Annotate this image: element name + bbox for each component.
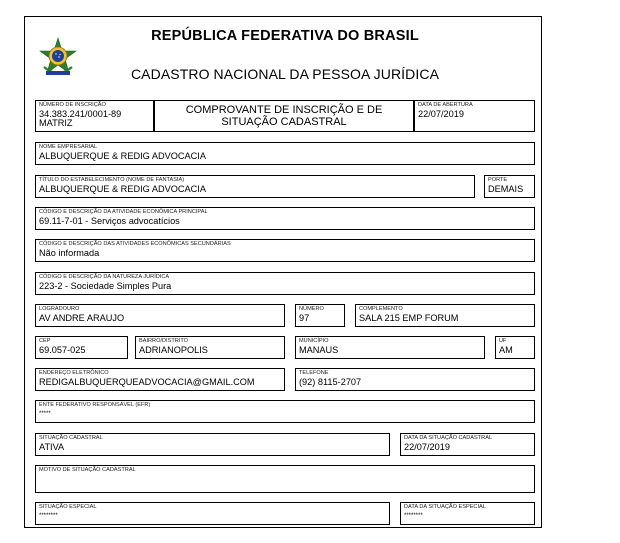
fantasia-field [35, 175, 475, 198]
abertura-field [414, 100, 535, 132]
abertura-value: 22/07/2019 [418, 109, 464, 119]
situacao-label: SITUAÇÃO CADASTRAL [39, 435, 103, 441]
telefone-label: TELEFONE [299, 370, 329, 376]
atividades-secundarias-label: CÓDIGO E DESCRIÇÃO DAS ATIVIDADES ECONÔMICAS SECUNDÁRIAS [39, 241, 231, 247]
abertura-label: DATA DE ABERTURA [418, 102, 473, 108]
bairro-label: BAIRRO/DISTRITO [139, 338, 189, 344]
logradouro-field [35, 304, 285, 327]
email-value: REDIGALBUQUERQUEADVOCACIA@GMAIL.COM [39, 377, 255, 387]
atividade-principal-value: 69.11-7-01 - Serviços advocatícios [39, 216, 180, 226]
porte-value: DEMAIS [488, 184, 524, 194]
numero-field [295, 304, 345, 327]
inscricao-field [35, 100, 154, 132]
efr-label: ENTE FEDERATIVO RESPONSÁVEL (EFR) [39, 402, 151, 408]
complemento-field [355, 304, 535, 327]
natureza-juridica-value: 223-2 - Sociedade Simples Pura [39, 281, 172, 291]
inscricao-tipo: MATRIZ [39, 118, 73, 128]
natureza-juridica-label: CÓDIGO E DESCRIÇÃO DA NATUREZA JURÍDICA [39, 274, 170, 280]
cep-value: 69.057-025 [39, 345, 86, 355]
situacao-especial-label: SITUAÇÃO ESPECIAL [39, 504, 97, 510]
cep-field [35, 336, 128, 359]
atividade-principal-field [35, 207, 535, 230]
logradouro-value: AV ANDRE ARAUJO [39, 313, 125, 323]
municipio-label: MUNICÍPIO [299, 338, 329, 344]
comprovante-title-box [154, 100, 414, 132]
inscricao-label: NÚMERO DE INSCRIÇÃO [39, 102, 106, 108]
logradouro-label: LOGRADOURO [39, 306, 80, 312]
efr-value: ***** [39, 411, 51, 417]
atividades-secundarias-field [35, 239, 535, 262]
bairro-field [135, 336, 285, 359]
atividade-principal-label: CÓDIGO E DESCRIÇÃO DA ATIVIDADE ECONÔMICA PRINCIPAL [39, 209, 208, 215]
efr-field [35, 400, 535, 423]
situacao-especial-field [35, 502, 390, 525]
uf-value: AM [499, 345, 513, 355]
municipio-value: MANAUS [299, 345, 339, 355]
telefone-value: (92) 8115-2707 [299, 377, 362, 387]
nome-empresarial-value: ALBUQUERQUE & REDIG ADVOCACIA [39, 151, 206, 161]
situacao-especial-value: ******** [39, 513, 58, 519]
brazil-coat-of-arms-icon [38, 37, 78, 79]
page-title: REPÚBLICA FEDERATIVA DO BRASIL [151, 28, 419, 44]
numero-value: 97 [299, 313, 310, 323]
fantasia-value: ALBUQUERQUE & REDIG ADVOCACIA [39, 184, 206, 194]
natureza-juridica-field [35, 272, 535, 295]
email-field [35, 368, 285, 391]
situacao-field [35, 433, 390, 456]
fantasia-label: TÍTULO DO ESTABELECIMENTO (NOME DE FANTASIA) [39, 177, 185, 183]
data-situacao-especial-field [400, 502, 535, 525]
data-situacao-value: 22/07/2019 [404, 442, 450, 452]
data-situacao-label: DATA DA SITUAÇÃO CADASTRAL [404, 435, 493, 441]
municipio-field [295, 336, 485, 359]
uf-field [495, 336, 535, 359]
motivo-label: MOTIVO DE SITUAÇÃO CADASTRAL [39, 467, 136, 473]
nome-empresarial-label: NOME EMPRESARIAL [39, 144, 98, 150]
uf-label: UF [499, 338, 507, 344]
atividades-secundarias-value: Não informada [39, 248, 100, 258]
situacao-value: ATIVA [39, 442, 65, 452]
data-situacao-especial-value: ******** [404, 513, 423, 519]
page-subtitle: CADASTRO NACIONAL DA PESSOA JURÍDICA [130, 66, 440, 82]
data-situacao-field [400, 433, 535, 456]
cep-label: CEP [39, 338, 51, 344]
porte-label: PORTE [488, 177, 508, 183]
nome-empresarial-field [35, 142, 535, 165]
complemento-label: COMPLEMENTO [359, 306, 403, 312]
telefone-field [295, 368, 535, 391]
motivo-field [35, 465, 535, 493]
bairro-value: ADRIANOPOLIS [139, 345, 208, 355]
numero-label: NÚMERO [299, 306, 324, 312]
data-situacao-especial-label: DATA DA SITUAÇÃO ESPECIAL [404, 504, 486, 510]
comprovante-title: COMPROVANTE DE INSCRIÇÃO E DE SITUAÇÃO CADASTRAL [185, 104, 383, 128]
email-label: ENDEREÇO ELETRÔNICO [39, 370, 109, 376]
porte-field [484, 175, 535, 198]
complemento-value: SALA 215 EMP FORUM [359, 313, 459, 323]
inscricao-value: 34.383.241/0001-89 [39, 109, 122, 119]
